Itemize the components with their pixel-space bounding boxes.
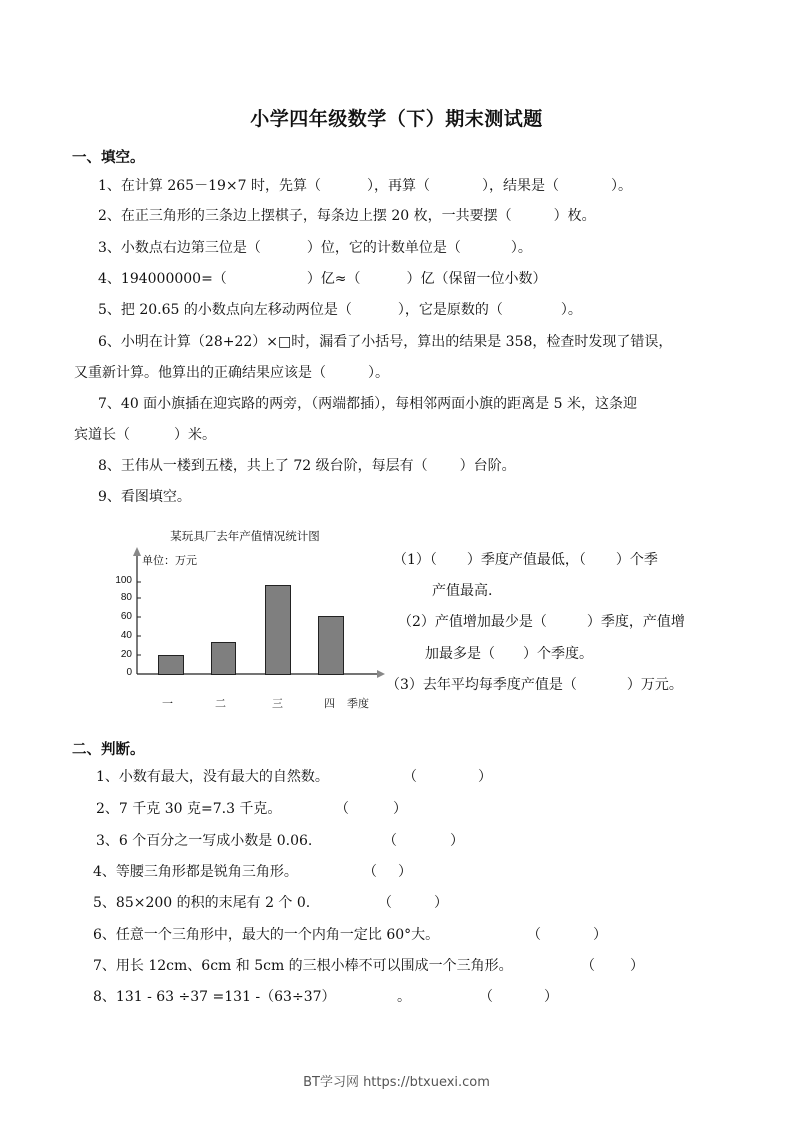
q6-text: 又重新计算。他算出的正确结果应该是（: [74, 365, 326, 381]
judge-close-paren: ）: [393, 801, 407, 817]
question-7-line1: 7、40 面小旗插在迎宾路的两旁，（两端都插），每相邻两面小旗的距离是 5 米，这条迎: [98, 396, 637, 412]
bar-q2: [211, 642, 236, 675]
q5-text: ），它是原数的（: [397, 302, 503, 318]
judge-close-paren: ）: [434, 895, 448, 911]
judge-open-paren: （: [383, 833, 397, 849]
q8-text: 8、王伟从一楼到五楼，共上了 72 级台阶，每层有（: [98, 458, 428, 474]
q9-sub1-line2: 产值最高.: [432, 583, 493, 599]
judge-open-paren: （: [527, 927, 541, 943]
question-8: [98, 457, 516, 475]
q7-text: ）米。: [174, 427, 216, 443]
judge-close-paren: ）: [398, 864, 412, 880]
judge-item-7: 7、用长 12cm、6cm 和 5cm 的三根小棒不可以围成一个三角形。: [93, 958, 513, 974]
x-axis-label: 季度: [347, 697, 369, 710]
judge-answer-blank[interactable]: [398, 830, 446, 850]
page-title: 小学四年级数学（下）期末测试题: [250, 108, 543, 130]
judge-item-6: 6、任意一个三角形中，最大的一个内角一定比 60°大。: [93, 927, 440, 943]
judge-open-paren: （: [403, 769, 417, 785]
judge-close-paren: ）: [593, 927, 607, 943]
judge-item-8: 8、131 - 63 ÷37 =131 -（63÷37）: [93, 989, 336, 1005]
q9-text: ）个季度。: [523, 646, 593, 662]
question-1: [98, 177, 632, 195]
judge-open-paren: （: [581, 958, 595, 974]
x-tick-label: 四: [324, 697, 335, 710]
q4-text: 4、194000000=（: [98, 271, 227, 287]
judge-item-8-dot: 。: [397, 989, 411, 1005]
section-heading-true-false: 二、判断。: [72, 742, 145, 758]
q1-text: 1、在计算 265－19×7 时，先算（: [98, 178, 321, 194]
q9-text: ）季度产值最低，（: [466, 552, 586, 568]
judge-close-paren: ）: [544, 989, 558, 1005]
y-tick-label: 0: [126, 667, 132, 678]
q8-text: ）台阶。: [459, 458, 516, 474]
judge-answer-blank[interactable]: [350, 798, 390, 818]
q9-sub3: [386, 676, 683, 694]
judge-open-paren: （: [363, 864, 377, 880]
judge-answer-blank[interactable]: [418, 766, 474, 786]
judge-open-paren: （: [378, 895, 392, 911]
q9-text: ）个季: [615, 552, 658, 568]
q9-text: （2）产值增加最少是（: [398, 614, 547, 630]
y-tick-label: 100: [115, 575, 132, 586]
y-tick-label: 60: [120, 611, 132, 622]
q5-text: ）。: [560, 302, 582, 318]
judge-open-paren: （: [479, 989, 493, 1005]
q3-text: 3、小数点右边第三位是（: [98, 240, 261, 256]
judge-answer-blank[interactable]: [376, 861, 396, 881]
q1-text: ），再算（: [366, 178, 430, 194]
judge-close-paren: ）: [630, 958, 644, 974]
bar-q3: [265, 585, 291, 675]
judge-answer-blank[interactable]: [392, 892, 432, 912]
question-6-line1: 6、小明在计算（28+22）×□时，漏看了小括号，算出的结果是 358，检查时发现了错误，: [98, 334, 673, 350]
q9-text: （3）去年平均每季度产值是（: [386, 677, 577, 693]
q9-sub2-line1: [398, 613, 685, 631]
judge-open-paren: （: [335, 801, 349, 817]
judge-answer-blank[interactable]: [596, 955, 628, 975]
y-tick-label: 20: [120, 649, 132, 660]
question-4: [98, 270, 547, 288]
bar-q4: [318, 616, 344, 675]
y-tick-label: 80: [120, 592, 132, 603]
q9-text: ）万元。: [626, 677, 683, 693]
judge-item-4: 4、等腰三角形都是锐角三角形。: [93, 864, 298, 880]
q3-text: ）。: [510, 240, 532, 256]
q9-text: （1）（: [393, 552, 437, 568]
q2-text: ）枚。: [553, 208, 596, 224]
x-tick-label: 一: [162, 697, 173, 710]
section-heading-fill-in: 一、填空。: [72, 150, 145, 166]
bar-q1: [158, 655, 184, 675]
question-6-line2: [74, 364, 389, 382]
judge-item-1: 1、小数有最大，没有最大的自然数。: [96, 769, 329, 785]
q4-text: ）亿≈（: [306, 271, 361, 287]
q5-text: 5、把 20.65 的小数点向左移动两位是（: [98, 302, 352, 318]
chart-title: 某玩具厂去年产值情况统计图: [170, 529, 320, 543]
bar-chart: [100, 525, 390, 715]
q9-sub2-line2: [425, 645, 593, 663]
q9-sub1-line1: [393, 551, 658, 569]
q9-text: ）季度，产值增: [586, 614, 685, 630]
judge-close-paren: ）: [478, 769, 492, 785]
judge-item-5: 5、85×200 的积的末尾有 2 个 0.: [93, 895, 311, 911]
judge-item-3: 3、6 个百分之一写成小数是 0.06.: [96, 833, 313, 849]
question-2: [98, 207, 596, 225]
q6-text: ）。: [368, 365, 389, 381]
footer-watermark: BT学习网 https://btxuexi.com: [303, 1075, 490, 1090]
q9-text: 加最多是（: [425, 646, 495, 662]
question-3: [98, 239, 532, 257]
judge-item-2: 2、7 千克 30 克=7.3 千克。: [96, 801, 282, 817]
x-tick-label: 二: [215, 697, 226, 710]
question-5: [98, 301, 582, 319]
y-tick-label: 40: [120, 630, 132, 641]
question-7-line2: [74, 426, 216, 444]
q4-text: ）亿（保留一位小数）: [406, 271, 547, 287]
judge-answer-blank[interactable]: [542, 924, 590, 944]
q3-text: ）位，它的计数单位是（: [306, 240, 461, 256]
y-axis-unit-label: 单位：万元: [142, 554, 197, 567]
judge-close-paren: ）: [450, 833, 464, 849]
q7-text: 宾道长（: [74, 427, 130, 443]
question-9-label: 9、看图填空。: [98, 489, 191, 505]
q1-text: ），结果是（: [481, 178, 559, 194]
q1-text: ）。: [610, 178, 632, 194]
judge-answer-blank[interactable]: [494, 986, 540, 1006]
q2-text: 2、在正三角形的三条边上摆棋子，每条边上摆 20 枚，一共要摆（: [98, 208, 512, 224]
x-tick-label: 三: [272, 697, 283, 710]
